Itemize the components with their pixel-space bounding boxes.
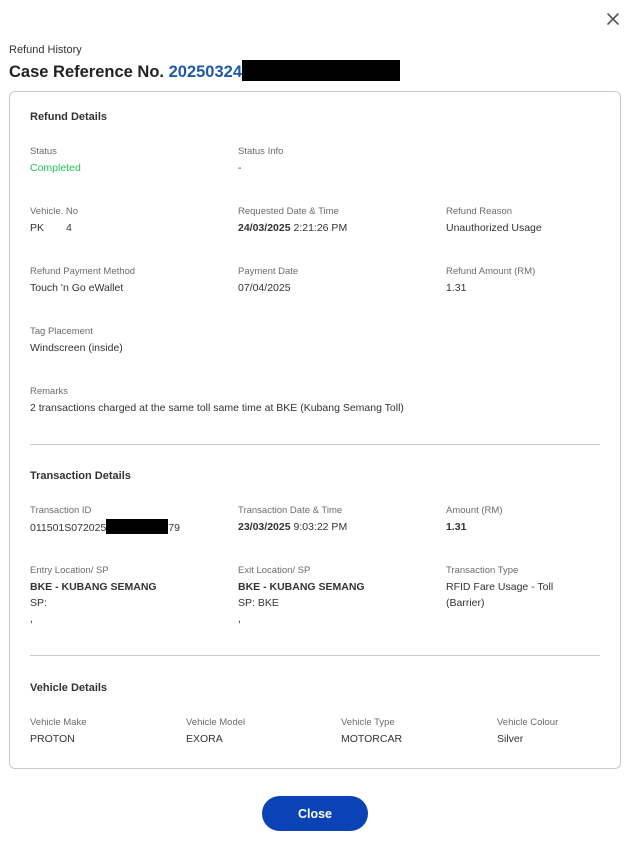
title-prefix: Case Reference No. (9, 62, 164, 81)
vehicle-model-value: EXORA (186, 733, 223, 745)
transaction-amount-value: 1.31 (446, 521, 467, 533)
status-info-value: - (238, 162, 242, 174)
close-button[interactable]: Close (262, 796, 368, 831)
case-reference-number: 20250324 (168, 62, 243, 81)
refund-amount-label: Refund Amount (RM) (446, 266, 536, 277)
transaction-type-line1: RFID Fare Usage - Toll (446, 581, 554, 593)
entry-location-label: Entry Location/ SP (30, 565, 109, 576)
details-card (9, 91, 621, 769)
close-icon[interactable] (604, 10, 622, 28)
requested-datetime-label: Requested Date & Time (238, 206, 339, 217)
exit-extra-value: , (238, 613, 241, 625)
modal-subtitle: Refund History (9, 44, 82, 56)
entry-location-value: BKE - KUBANG SEMANG (30, 581, 157, 593)
section-divider (30, 444, 600, 445)
vehicle-no-label: Vehicle. No (30, 206, 79, 217)
tag-placement-value: Windscreen (inside) (30, 342, 123, 354)
section-divider (30, 655, 600, 656)
refund-details-title: Refund Details (30, 111, 108, 123)
vehicle-model-label: Vehicle Model (186, 717, 246, 728)
payment-date-value: 07/04/2025 (238, 282, 291, 294)
transaction-id-label: Transaction ID (30, 505, 92, 516)
vehicle-colour-value: Silver (497, 733, 524, 745)
exit-location-value: BKE - KUBANG SEMANG (238, 581, 365, 593)
transaction-datetime-value: 23/03/2025 9:03:22 PM (238, 521, 348, 533)
vehicle-type-label: Vehicle Type (341, 717, 395, 728)
page-title (9, 62, 400, 83)
tag-placement-label: Tag Placement (30, 326, 93, 337)
vehicle-colour-label: Vehicle Colour (497, 717, 559, 728)
entry-extra-value: , (30, 613, 33, 625)
status-value: Completed (30, 162, 81, 174)
vehicle-no-value: PK 4 (30, 222, 72, 234)
vehicle-details-title: Vehicle Details (30, 682, 108, 694)
transaction-datetime-label: Transaction Date & Time (238, 505, 343, 516)
transaction-amount-label: Amount (RM) (446, 505, 503, 516)
remarks-value: 2 transactions charged at the same toll same time at BKE (Kubang Semang Toll) (30, 402, 404, 414)
payment-method-label: Refund Payment Method (30, 266, 136, 277)
vehicle-type-value: MOTORCAR (341, 733, 403, 745)
transaction-details-title: Transaction Details (30, 470, 131, 482)
payment-method-value: Touch 'n Go eWallet (30, 282, 124, 294)
transaction-id-value: 011501S072025 79 (30, 519, 180, 536)
refund-reason-label: Refund Reason (446, 206, 513, 217)
transaction-type-label: Transaction Type (446, 565, 519, 576)
payment-date-label: Payment Date (238, 266, 299, 277)
refund-reason-value: Unauthorized Usage (446, 222, 542, 234)
vehicle-make-label: Vehicle Make (30, 717, 87, 728)
transaction-type-line2: (Barrier) (446, 597, 485, 609)
exit-location-label: Exit Location/ SP (238, 565, 311, 576)
entry-sp-value: SP: (30, 597, 47, 609)
status-label: Status (30, 146, 57, 157)
requested-datetime-value: 24/03/2025 2:21:26 PM (238, 222, 348, 234)
redaction-bar (106, 519, 168, 534)
refund-amount-value: 1.31 (446, 282, 467, 294)
redaction-bar (242, 60, 400, 81)
vehicle-make-value: PROTON (30, 733, 75, 745)
remarks-label: Remarks (30, 386, 69, 397)
exit-sp-value: SP: BKE (238, 597, 279, 609)
status-info-label: Status Info (238, 146, 284, 157)
